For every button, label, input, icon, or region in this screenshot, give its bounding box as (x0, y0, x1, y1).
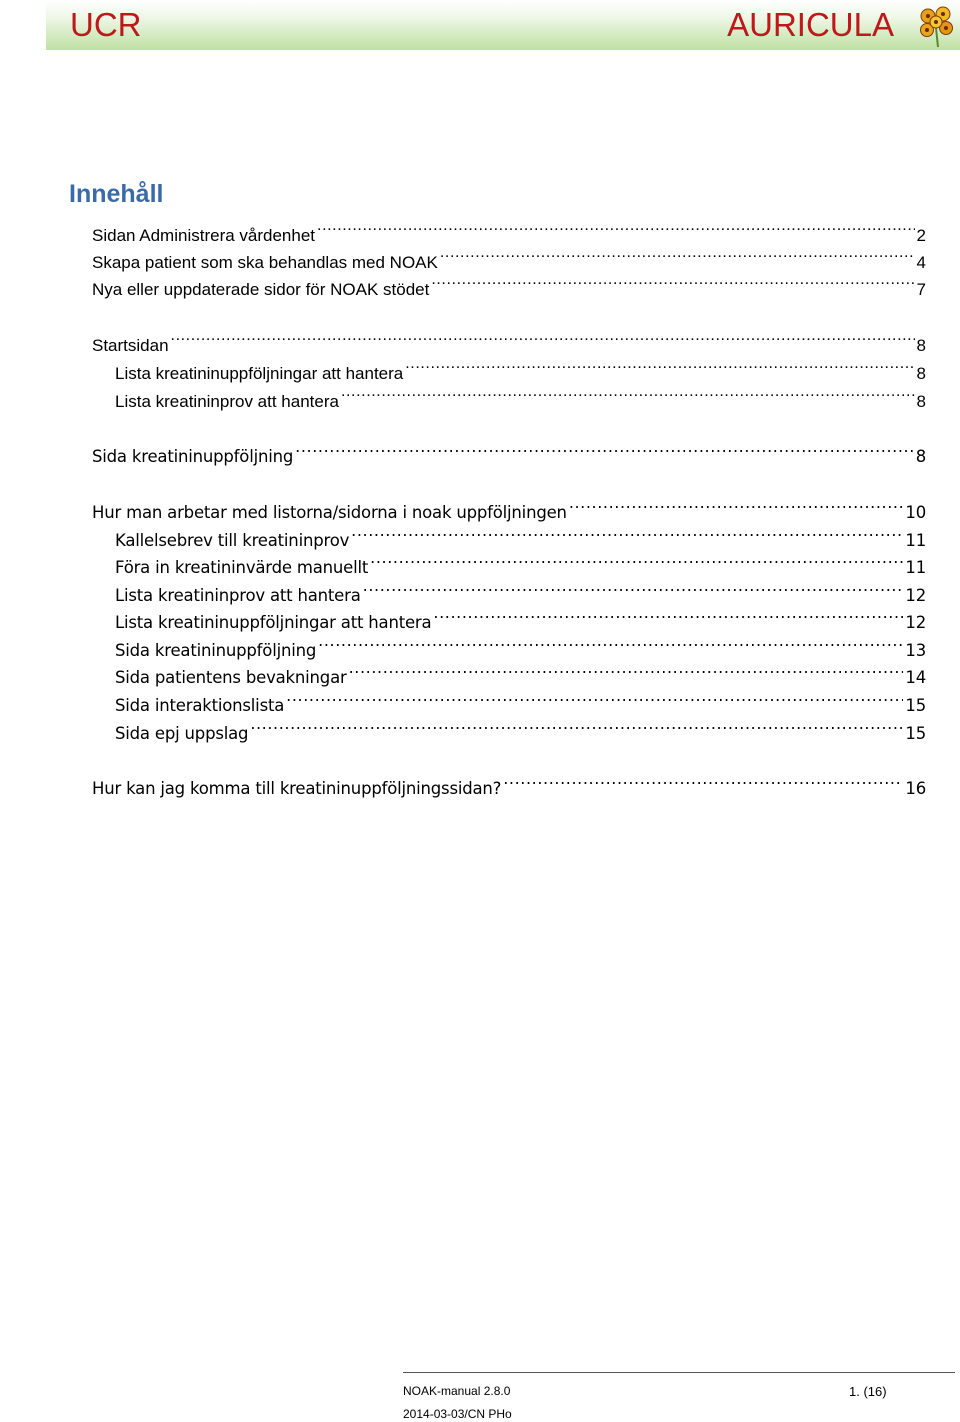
toc-entry-page: 12 (905, 613, 926, 632)
toc-leader (433, 606, 903, 628)
footer-manual-version: NOAK-manual 2.8.0 (403, 1384, 511, 1398)
toc-leader (171, 329, 915, 351)
toc-entry-title: Sida patientens bevakningar (115, 668, 347, 687)
footer-date-author: 2014-03-03/CN PHo (403, 1407, 512, 1421)
toc-leader (503, 772, 903, 794)
toc-entry-title: Sidan Administrera vårdenhet (92, 226, 316, 245)
toc-leader (349, 661, 904, 683)
toc-entry[interactable] (92, 772, 926, 800)
toc-leader (431, 273, 914, 295)
toc-entry-title: Lista kreatininuppföljningar att hantera (115, 613, 432, 632)
toc-entry[interactable] (92, 496, 926, 524)
toc-leader (370, 551, 903, 573)
flower-logo-icon (916, 4, 956, 48)
toc-entry-page: 15 (905, 724, 926, 743)
toc-entry-page: 10 (905, 503, 926, 522)
toc-entry-title: Startsidan (92, 336, 169, 355)
toc-entry[interactable] (115, 606, 926, 634)
toc-leader (295, 440, 914, 462)
toc-entry-page: 12 (905, 586, 926, 605)
toc-heading: Innehåll (69, 180, 164, 208)
toc-leader (351, 524, 903, 546)
toc-entry-page: 16 (905, 779, 926, 798)
toc-entry-page: 8 (916, 364, 926, 383)
toc-entry-title: Sida epj uppslag (115, 724, 249, 743)
toc-entry-page: 14 (905, 668, 926, 687)
footer-page-indicator: 1. (16) (849, 1384, 887, 1399)
toc-leader (286, 689, 903, 711)
toc-entry[interactable] (92, 329, 926, 357)
toc-entry-page: 13 (905, 641, 926, 660)
toc-entry-title: Lista kreatininprov att hantera (115, 586, 361, 605)
toc-leader (440, 246, 915, 268)
toc-leader (341, 385, 915, 407)
toc-entry-title: Sida interaktionslista (115, 696, 285, 715)
toc-entry-title: Sida kreatininuppföljning (115, 641, 317, 660)
toc-entry[interactable] (115, 551, 926, 579)
toc-entry[interactable] (115, 634, 926, 662)
toc-entry-title: Lista kreatininprov att hantera (115, 392, 339, 411)
toc-entry-page: 2 (916, 226, 926, 245)
toc-entry[interactable] (115, 689, 926, 717)
header-right-title: AURICULA (727, 6, 894, 43)
toc-leader (569, 496, 904, 518)
toc-entry-title: Nya eller uppdaterade sidor för NOAK stödet (92, 280, 430, 299)
toc-entry-title: Föra in kreatininvärde manuellt (115, 558, 369, 577)
toc-entry-title: Skapa patient som ska behandlas med NOAK (92, 253, 438, 272)
toc-entry-title: Lista kreatininuppföljningar att hantera (115, 364, 404, 383)
toc-entry-page: 15 (905, 696, 926, 715)
toc-entry[interactable] (115, 579, 926, 607)
toc-entry-page: 7 (916, 280, 926, 299)
toc-entry-title: Sida kreatininuppföljning (92, 447, 294, 466)
toc-entry[interactable] (92, 440, 926, 468)
toc-entry[interactable] (115, 357, 926, 385)
toc-entry-title: Hur kan jag komma till kreatininuppföljningssidan? (92, 779, 502, 798)
toc-leader (405, 357, 914, 379)
toc-entry-page: 11 (905, 558, 926, 577)
toc-entry-title: Hur man arbetar med listorna/sidorna i noak uppföljningen (92, 503, 567, 522)
toc-entry-page: 4 (916, 253, 926, 272)
toc-leader (250, 717, 903, 739)
toc-entry[interactable] (92, 273, 926, 301)
toc-entry-page: 8 (915, 447, 926, 466)
toc-entry[interactable] (115, 385, 926, 413)
toc-entry[interactable] (115, 524, 926, 552)
toc-leader (317, 219, 915, 241)
toc-entry-page: 8 (916, 336, 926, 355)
toc-entry[interactable] (92, 219, 926, 247)
toc-entry-title: Kallelsebrev till kreatininprov (115, 531, 350, 550)
toc-entry-page: 11 (905, 531, 926, 550)
toc-leader (363, 579, 904, 601)
toc-entry-page: 8 (916, 392, 926, 411)
toc-entry[interactable] (92, 246, 926, 274)
header-left-title: UCR (70, 6, 142, 43)
toc-entry[interactable] (115, 661, 926, 689)
footer-divider (403, 1372, 955, 1373)
toc-entry[interactable] (115, 717, 926, 745)
toc-leader (318, 634, 903, 656)
